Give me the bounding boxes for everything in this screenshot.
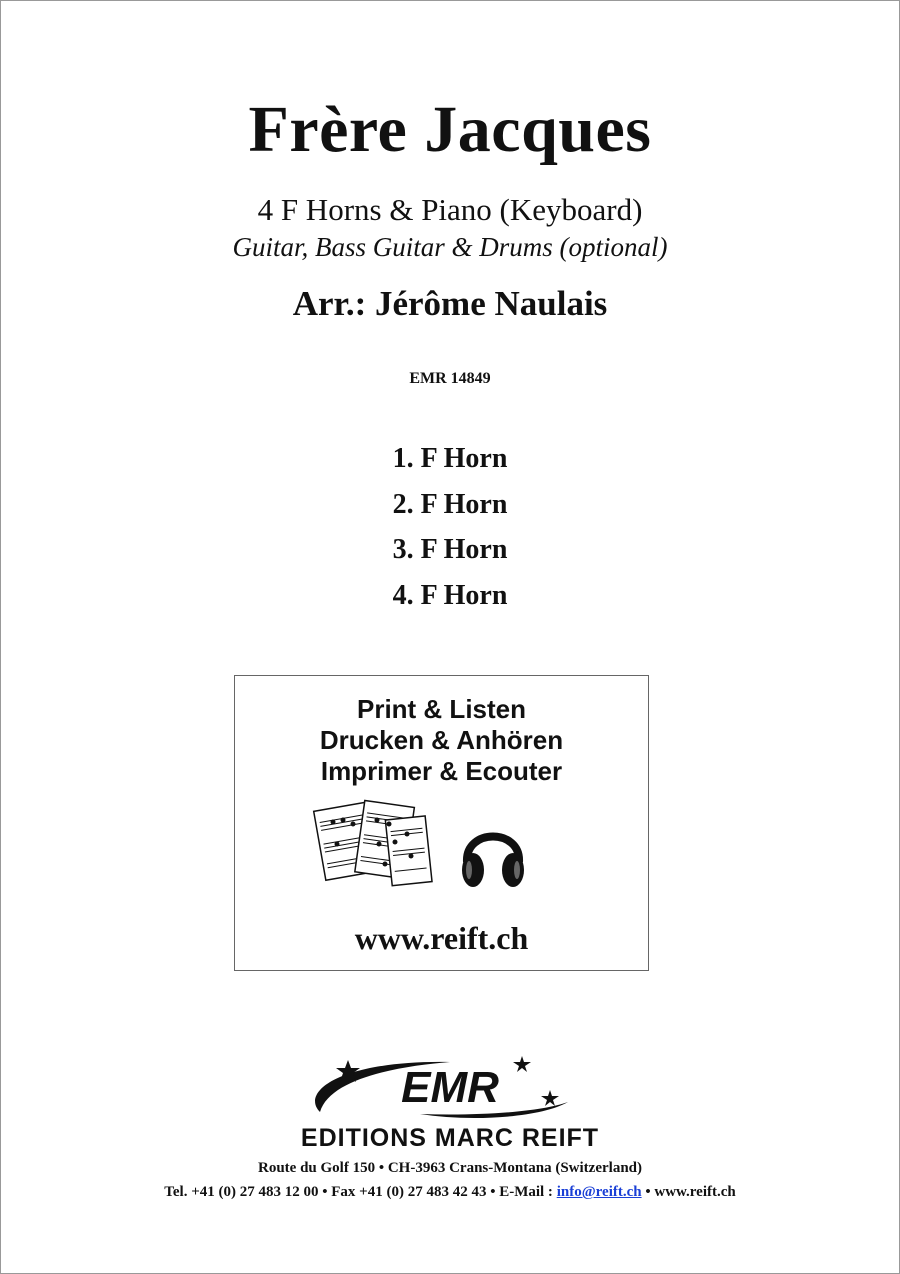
instrumentation: 4 F Horns & Piano (Keyboard) — [257, 192, 643, 227]
print-listen-box[interactable] — [234, 675, 649, 971]
email-link[interactable]: info@reift.ch — [556, 1184, 642, 1200]
contact-website: • www.reift.ch — [641, 1184, 736, 1200]
promo-line: Imprimer & Ecouter — [320, 756, 563, 786]
page-title: Frère Jacques — [248, 93, 652, 166]
sheet-music-icon — [307, 794, 437, 894]
publisher-name: EDITIONS MARC REIFT — [300, 1124, 600, 1152]
part-item: 3. F Horn — [392, 534, 508, 565]
promo-line: Drucken & Anhören — [319, 725, 564, 755]
arranger: Arr.: Jérôme Naulais — [292, 284, 608, 323]
contact-phone-fax: Tel. +41 (0) 27 483 12 00 • Fax +41 (0) 27 483 42 43 • E-Mail : — [164, 1184, 557, 1200]
part-item: 1. F Horn — [392, 443, 508, 474]
part-item: 2. F Horn — [392, 488, 508, 520]
headphones-icon — [459, 814, 527, 894]
catalog-number: EMR 14849 — [409, 370, 491, 387]
part-item: 4. F Horn — [392, 579, 508, 611]
optional-instrumentation: Guitar, Bass Guitar & Drums (optional) — [232, 232, 668, 262]
logo-text: EMR — [401, 1063, 499, 1112]
parts-list — [0, 440, 900, 622]
website-link[interactable]: www.reift.ch — [354, 920, 529, 956]
publisher-contact — [0, 1184, 900, 1201]
publisher-address: Route du Golf 150 • CH-3963 Crans-Montana (Switzerland) — [258, 1160, 642, 1176]
emr-logo — [300, 1052, 600, 1124]
promo-line: Print & Listen — [356, 694, 526, 724]
